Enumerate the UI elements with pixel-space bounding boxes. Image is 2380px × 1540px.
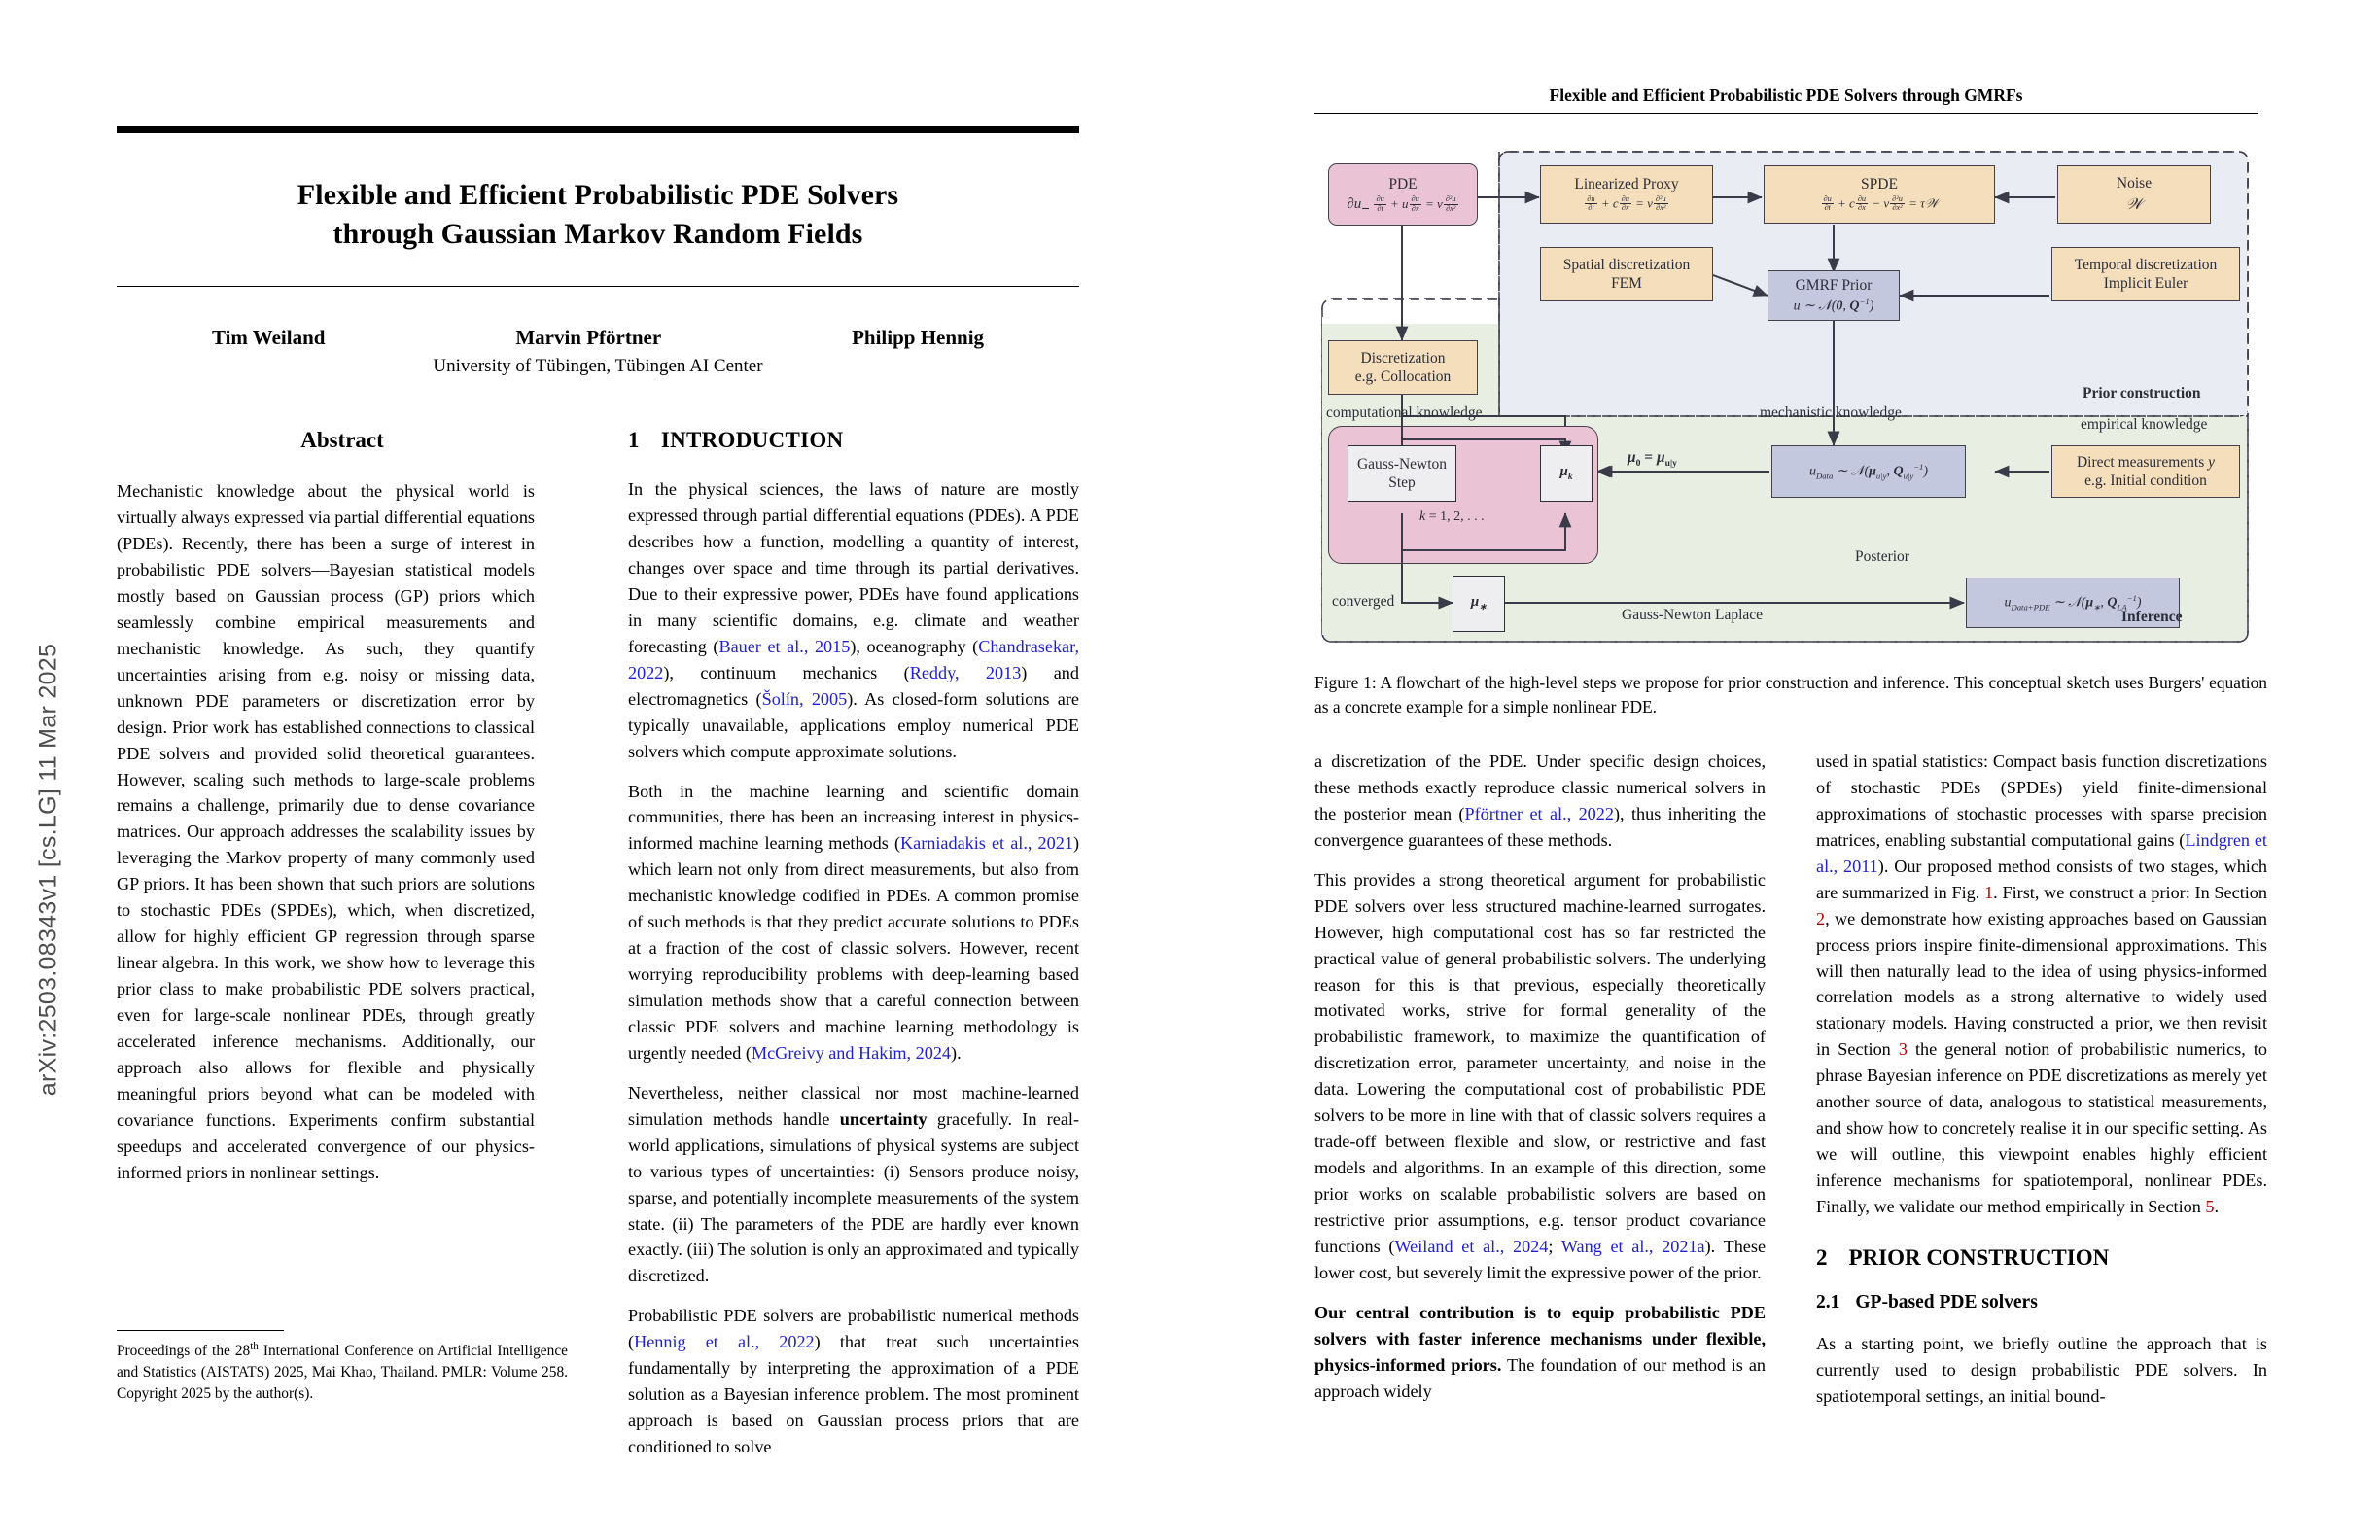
intro-paragraph-4 — [628, 1303, 1079, 1460]
intro-p4-part-b: ) that treat such uncertainties fundamentally by interpreting the approximation of a PDE solution as a Bayesian inference problem. The most prominent approach is based on Gaussian process priors that are conditioned to solve — [628, 1332, 1079, 1456]
intro-p1-part-b: ), oceanography ( — [850, 636, 979, 656]
node-linearized-proxy — [1540, 165, 1713, 224]
region-label-prior-construction: Prior construction — [2082, 385, 2201, 402]
central-contribution-statement: Our central contribution is to equip probabilistic PDE solvers with faster inference mechanisms under flexible, physics-informed priors. — [1314, 1302, 1766, 1375]
abstract-column — [117, 428, 568, 1474]
node-discretization — [1328, 340, 1478, 395]
title-line-1: Flexible and Efficient Probabilistic PDE Solvers — [297, 179, 899, 211]
citation-bauer[interactable]: Bauer et al., 2015 — [718, 636, 851, 656]
intro-p1-part-c: ), continuum mechanics ( — [663, 662, 910, 682]
emphasis-uncertainty: uncertainty — [839, 1108, 928, 1129]
node-gmrf-equation: u ∼ 𝒩(0, $Q^{-1}$) — [1793, 297, 1874, 314]
citation-pfortner[interactable]: Pförtner et al., 2022 — [1464, 803, 1614, 823]
node-spde-equation: $\frac{\partial u}{\partial t}$ + c $\frac{\partial u}{\partial x}$ − ν $\frac{\text{∂²u}}{\text{∂x²}}$ = τ𝒲 — [1823, 193, 1939, 213]
node-udata — [1771, 445, 1966, 498]
footnote-part-b: International Conference on Artificial Intelligence and Statistics (AISTATS) 2025, Mai Khao, Thailand. PMLR: Volume 258. Copyright 2025 by the author(s). — [117, 1343, 568, 1402]
title-block — [117, 133, 1079, 253]
citation-hennig[interactable]: Hennig et al., 2022 — [634, 1332, 815, 1352]
section-heading-introduction — [628, 428, 1079, 453]
node-temporal-disc-line2: Implicit Euler — [2103, 275, 2188, 292]
intro-p1-part-d: ) and electromagnetics ( — [628, 662, 1079, 709]
node-gmrf-prior — [1768, 270, 1900, 321]
node-mu-star — [1452, 576, 1505, 632]
citation-weiland[interactable]: Weiland et al., 2024 — [1394, 1236, 1549, 1256]
node-measurements-line2: e.g. Initial condition — [2084, 472, 2207, 489]
abstract-text: Mechanistic knowledge about the physical world is virtually always expressed via partial differential equations (PDEs). Recently, there has been a surge of interest in probabilistic PDE solvers—Bayesian statistical models mostly based on Gaussian process (GP) priors which seamlessly combine empirical measurements and mechanistic knowledge. As such, they quantify uncertainties arising from e.g. noisy or missing data, unknown PDE parameters or discretization error by design. Prior work has established connections to classical PDE solvers and provided solid theoretical guarantees. However, scaling such methods to large-scale problems remains a challenge, primarily due to dense covariance matrices. Our approach addresses the scalability issues by leveraging the Markov property of many commonly used GP priors. It has been shown that such priors are solutions to stochastic PDEs (SPDEs), which, when discretized, allow for highly efficient GP regression through sparse linear algebra. In this work, we show how to leverage this prior class to make probabilistic PDE solvers practical, even for large-scale nonlinear PDEs, through greatly accelerated inference mechanisms. Additionally, our approach also allows for flexible and physically meaningful priors beyond what can be modeled with covariance functions. Experiments confirm substantial speedups and accelerated convergence of our physics-informed priors in nonlinear settings. — [117, 481, 535, 1182]
arxiv-stamp: arXiv:2503.08343v1 [cs.LG] 11 Mar 2025 — [34, 643, 62, 1097]
label-computational-knowledge: computational knowledge — [1326, 404, 1483, 421]
rp-left-paragraph-1 — [1314, 749, 1766, 854]
node-spatial-disc-line2: FEM — [1611, 275, 1642, 292]
title-line-2: through Gaussian Markov Random Fields — [332, 217, 863, 250]
rp-l-p1-a: a discretization of the PDE. Under specific design choices, these methods exactly reproduce classic numerical solvers in the posterior mean ( — [1314, 752, 1766, 823]
author-1: Tim Weiland — [211, 326, 326, 350]
right-page-left-column — [1314, 749, 1766, 1423]
rp-r-p1-c: . First, we construct a prior: In Section — [1993, 882, 2267, 902]
rp-l-p2-a: This provides a strong theoretical argument for probabilistic PDE solvers over less structured machine-learned surrogates. However, high computational cost has so far restricted the practical value of general probabilistic solvers. The underlying reason for this is that previous, especially theoretically motivated works, strive for formal generality of the probabilistic framework, to maximize the quantification of discretization error, parameter uncertainty, and noise in the data. Lowering the computational cost of probabilistic PDE solvers to be more in line with that of classic solvers requires a trade-off between flexible and slow, or restrictive and fast models and algorithms. In an example of this direction, some prior works on scalable probabilistic solvers are based on restrictive prior assumptions, e.g. tensor product covariance functions ( — [1314, 869, 1766, 1256]
node-gmrf-title: GMRF Prior — [1795, 276, 1872, 294]
citation-wang[interactable]: Wang et al., 2021a — [1560, 1236, 1705, 1256]
node-spatial-discretization — [1540, 247, 1713, 301]
node-mu-k — [1540, 445, 1592, 502]
node-linearized-equation: $\frac{\partial u}{\partial t}$ + c $\frac{\partial u}{\partial x}$ = ν $\frac{\text{∂²u}}{\text{∂x²}}$ — [1587, 193, 1666, 213]
subsection-21-number: 2.1 — [1816, 1291, 1840, 1312]
rp-r-p1-d: , we demonstrate how existing approaches based on Gaussian process priors inspire finite-dimensional approximations. This will then naturally lead to the idea of using physics-informed correlation models as a strong alternative to widely used stationary models. Having constructed a prior, we then revisit in Section — [1816, 908, 2267, 1060]
node-noise-title: Noise — [2116, 175, 2152, 192]
node-pde-equation: ∂u $\frac{\partial u}{\partial t}$ + u $\frac{\partial u}{\partial x}$ = ν $\frac{\text{∂²u}}{\text{∂x²}}$ — [1347, 193, 1456, 213]
flowchart-canvas — [1314, 124, 2267, 669]
footnote-text — [117, 1340, 568, 1405]
node-udata-pde-equation: $u_{Data+PDE}$ ∼ $𝒩(\mu_∗$, $Q_{LA}^{-1}$) — [2004, 592, 2142, 612]
citation-reddy[interactable]: Reddy, 2013 — [909, 662, 1022, 682]
node-gauss-newton-step — [1348, 445, 1456, 502]
rp-r-p1-f: . — [2214, 1196, 2220, 1216]
rp-left-paragraph-3 — [1314, 1300, 1766, 1405]
intro-paragraph-1 — [628, 476, 1079, 764]
figure-1 — [1314, 124, 2267, 669]
citation-chandrasekar[interactable]: Chandrasekar, 2022 — [628, 636, 1079, 682]
right-page-columns — [1314, 749, 2267, 1423]
page-title — [117, 176, 1079, 253]
node-direct-measurements — [2051, 445, 2240, 498]
rp-right-paragraph-1 — [1816, 749, 2267, 1220]
citation-mcgreivy[interactable]: McGreivy and Hakim, 2024 — [751, 1042, 952, 1063]
top-rule — [117, 126, 1079, 133]
region-label-inference: Inference — [2121, 609, 2183, 625]
introduction-column — [628, 428, 1079, 1474]
label-converged: converged — [1332, 593, 1395, 610]
ref-section-3[interactable]: 3 — [1898, 1039, 1908, 1060]
node-discretization-line1: Discretization — [1360, 349, 1446, 367]
ref-section-2[interactable]: 2 — [1816, 908, 1826, 928]
rp-l-p2-sep: ; — [1548, 1236, 1561, 1256]
intro-p3-part-a: Nevertheless, neither classical nor most machine-learned simulation methods handle — [628, 1082, 1079, 1129]
right-page-right-column — [1816, 749, 2267, 1423]
label-posterior: Posterior — [1855, 548, 1909, 565]
intro-p2-part-a: Both in the machine learning and scientific domain communities, there has been an increasing interest in physics-informed machine learning methods ( — [628, 781, 1079, 854]
node-pde-title: PDE — [1388, 175, 1418, 192]
footnote-rule — [117, 1330, 284, 1331]
subsection-21-title: GP-based PDE solvers — [1855, 1291, 2038, 1312]
intro-p2-part-b: ) which learn not only from direct measurements, but also from mechanistic knowledge codified in PDEs. A common promise of such methods is that they predict accurate solutions to PDEs at a fraction of the cost of classic solvers. However, recent worrying reproducibility problems with deep-learning based simulation methods show that a careful connection between classic PDE solvers and machine learning methodology is urgently needed ( — [628, 833, 1079, 1063]
label-gauss-newton-laplace: Gauss-Newton Laplace — [1622, 607, 1764, 623]
label-k-iteration: k = 1, 2, . . . — [1419, 509, 1485, 524]
right-page — [1190, 0, 2380, 1540]
node-mu-star-symbol: $\mu_∗$ — [1470, 594, 1488, 613]
rp-l-p3-rest: The foundation of our method is an approach widely — [1314, 1354, 1766, 1401]
node-measurements-line1: Direct measurements y — [2076, 453, 2216, 471]
node-pde — [1328, 163, 1478, 226]
node-mu-k-symbol: $\mu_k$ — [1559, 464, 1573, 483]
node-spde — [1764, 165, 1995, 224]
rp-l-p2-b: ). These lower cost, but severely limit the expressive power of the prior. — [1314, 1236, 1767, 1282]
intro-p1-part-e: ). As closed-form solutions are typically unavailable, applications employ numerical PDE solvers which compute approximate solutions. — [628, 688, 1079, 761]
citation-karniadakis[interactable]: Karniadakis et al., 2021 — [900, 833, 1073, 854]
footnote-part-a: Proceedings of the 28 — [117, 1343, 251, 1360]
running-header-rule — [1314, 113, 2258, 114]
node-gn-line2: Step — [1388, 474, 1416, 491]
section-number: 1 — [628, 428, 640, 453]
rp-r-p1-b: ). Our proposed method consists of two stages, which are summarized in Fig. — [1816, 856, 2268, 902]
intro-p3-part-b: gracefully. In real-world applications, simulations of physical systems are subject to various types of uncertainties: (i) Sensors produce noisy, sparse, and potentially incomplete measurements of the system state. (ii) The parameters of the PDE are hardly ever known exactly. (iii) The solution is only an approximated and typically discretized. — [628, 1108, 1079, 1286]
rp-right-paragraph-2: As a starting point, we briefly outline the approach that is currently used to design probabilistic PDE solvers. In spatiotemporal settings, an initial bound- — [1816, 1333, 2267, 1406]
author-2: Marvin Pförtner — [515, 326, 662, 350]
affiliation: University of Tübingen, Tübingen AI Center — [433, 356, 763, 377]
node-udata-equation: $u_{Data}$ ∼ $𝒩(\mu_{u|y}$, $Q_{u|y}^{-1}$) — [1808, 461, 1929, 481]
node-linearized-title: Linearized Proxy — [1574, 176, 1679, 193]
intro-paragraph-2 — [628, 779, 1079, 1067]
section-heading-prior-construction — [1816, 1245, 2267, 1271]
node-noise — [2057, 165, 2211, 224]
rp-left-paragraph-2 — [1314, 867, 1766, 1286]
section-2-number: 2 — [1816, 1244, 1828, 1270]
node-noise-symbol: 𝒲 — [2125, 195, 2143, 213]
citation-solin[interactable]: Šolín, 2005 — [761, 688, 848, 709]
left-page-content — [117, 126, 1079, 1474]
rp-r-p1-e: the general notion of probabilistic numerics, to phrase Bayesian inference on PDE discretizations as merely yet another source of data, analogous to statistical measurements, and show how to concretely realise it in our specific setting. As we will outline, this viewpoint enables highly efficient inference mechanisms for spatiotemporal, nonlinear PDEs. Finally, we validate our method empirically in Section — [1816, 1039, 2267, 1216]
rp-l-p1-b: ), thus inheriting the convergence guarantees of these methods. — [1314, 803, 1766, 850]
citation-lindgren[interactable]: Lindgren et al., 2011 — [1816, 829, 2267, 876]
intro-p1-part-a: In the physical sciences, the laws of nature are mostly expressed through partial differential equations (PDEs). A PDE describes how a function, modelling a quantity of interest, changes over space and time through its partial derivatives. Due to their expressive power, PDEs have found applications in many scientific domains, e.g. climate and weather forecasting ( — [628, 479, 1079, 656]
abstract-heading: Abstract — [300, 428, 384, 453]
label-mechanistic-knowledge: mechanistic knowledge — [1760, 404, 1902, 421]
footnote-ordinal: th — [250, 1341, 259, 1352]
author-3: Philipp Hennig — [852, 326, 985, 350]
node-gn-line1: Gauss-Newton — [1356, 455, 1448, 472]
footnote-block — [117, 1330, 568, 1405]
node-spde-title: SPDE — [1861, 176, 1898, 193]
intro-paragraph-3 — [628, 1080, 1079, 1290]
ref-figure-1[interactable]: 1 — [1984, 882, 1994, 902]
running-header: Flexible and Efficient Probabilistic PDE Solvers through GMRFs — [1549, 86, 2023, 105]
node-temporal-discretization — [2051, 247, 2240, 301]
figure-caption: Figure 1: A flowchart of the high-level steps we propose for prior construction and inference. This conceptual sketch uses Burgers' equation as a concrete example for a simple nonlinear PDE. — [1314, 673, 2267, 718]
rp-r-p1-a: used in spatial statistics: Compact basis function discretizations of stochastic PDEs (SPDEs) yield finite-dimensional approximations of stochastic processes with sparse precision matrices, enabling substantial computational gains ( — [1816, 752, 2267, 850]
label-mu0-equation: $\mu_0 = \mu_{u|y}$ — [1628, 449, 1677, 470]
section-title: INTRODUCTION — [660, 428, 844, 453]
intro-p2-part-c: ). — [951, 1042, 962, 1063]
left-page-columns — [117, 428, 1079, 1474]
node-temporal-disc-line1: Temporal discretization — [2074, 256, 2218, 273]
subsection-heading-gp-based-pde-solvers — [1816, 1292, 2267, 1313]
node-discretization-line2: e.g. Collocation — [1354, 368, 1452, 385]
label-empirical-knowledge: empirical knowledge — [2081, 416, 2208, 433]
authors-row — [117, 287, 1079, 350]
intro-p4-part-a: Probabilistic PDE solvers are probabilistic numerical methods ( — [628, 1306, 1079, 1352]
ref-section-5[interactable]: 5 — [2205, 1196, 2215, 1216]
section-2-title: PRIOR CONSTRUCTION — [1848, 1244, 2110, 1270]
node-spatial-disc-line1: Spatial discretization — [1562, 256, 1691, 273]
